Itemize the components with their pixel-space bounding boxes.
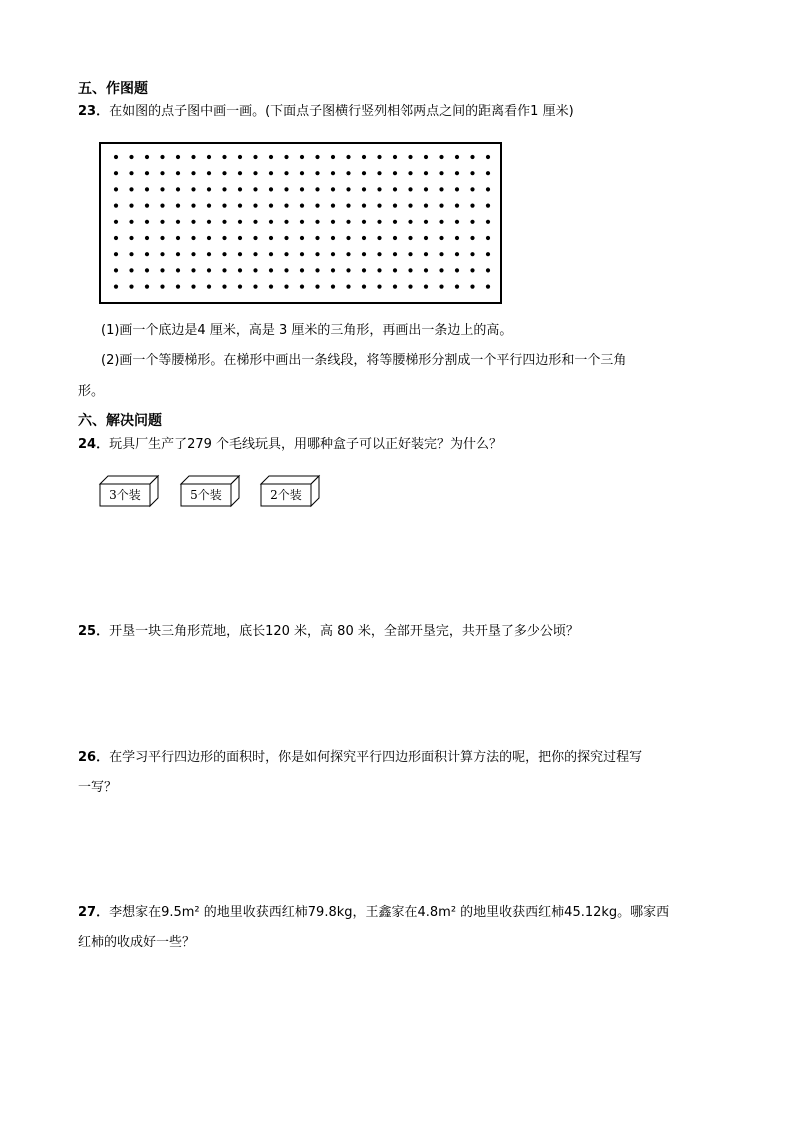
grid-dot <box>377 220 381 224</box>
grid-dot <box>439 268 443 272</box>
grid-dot <box>331 268 335 272</box>
grid-dot <box>331 236 335 240</box>
grid-dot <box>114 155 118 159</box>
grid-dot <box>160 268 164 272</box>
grid-dot <box>346 171 350 175</box>
grid-dot <box>238 285 242 289</box>
grid-dot <box>393 285 397 289</box>
box-options-figure <box>98 474 330 510</box>
grid-dot <box>315 171 319 175</box>
grid-dot <box>160 155 164 159</box>
grid-dot <box>470 268 474 272</box>
grid-dot <box>331 171 335 175</box>
grid-dot <box>160 285 164 289</box>
grid-dot <box>315 187 319 191</box>
question-23-part-2-line2: 形。 <box>78 384 105 399</box>
grid-dot <box>300 252 304 256</box>
dot-grid-figure <box>99 142 502 304</box>
grid-dot <box>439 171 443 175</box>
grid-dot <box>238 236 242 240</box>
grid-dot <box>207 236 211 240</box>
grid-dot <box>238 204 242 208</box>
grid-dot <box>269 171 273 175</box>
grid-dot <box>315 220 319 224</box>
grid-dot <box>424 187 428 191</box>
grid-dot <box>129 252 133 256</box>
grid-dot <box>346 285 350 289</box>
box-option <box>261 476 319 506</box>
grid-dot <box>284 171 288 175</box>
grid-dot <box>238 155 242 159</box>
grid-dot <box>145 155 149 159</box>
grid-dot <box>300 285 304 289</box>
grid-dot <box>160 204 164 208</box>
grid-dot <box>346 155 350 159</box>
grid-dot <box>253 285 257 289</box>
grid-dot <box>145 220 149 224</box>
question-number: 25． <box>78 624 110 639</box>
grid-dot <box>284 187 288 191</box>
grid-dot <box>470 252 474 256</box>
grid-dot <box>145 171 149 175</box>
grid-dot <box>284 220 288 224</box>
grid-dot <box>114 268 118 272</box>
grid-dot <box>253 220 257 224</box>
grid-dot <box>300 236 304 240</box>
box-option <box>181 476 239 506</box>
grid-dot <box>331 204 335 208</box>
grid-dot <box>315 252 319 256</box>
grid-dot <box>331 155 335 159</box>
grid-dot <box>129 155 133 159</box>
grid-dot <box>129 236 133 240</box>
grid-dot <box>315 155 319 159</box>
question-text: 开垦一块三角形荒地，底长120 米，高 80 米，全部开垦完，共开垦了多少公顷？ <box>109 624 579 639</box>
grid-dot <box>191 285 195 289</box>
question-27-line2: 红柿的收成好一些？ <box>78 935 196 950</box>
grid-dot <box>284 236 288 240</box>
grid-dot <box>362 171 366 175</box>
grid-dot <box>129 220 133 224</box>
grid-dot <box>424 171 428 175</box>
grid-dot <box>470 187 474 191</box>
grid-dot <box>408 220 412 224</box>
grid-dot <box>408 155 412 159</box>
grid-dot <box>408 285 412 289</box>
grid-dot <box>300 204 304 208</box>
grid-dot <box>362 220 366 224</box>
grid-dot <box>377 187 381 191</box>
grid-dot <box>439 236 443 240</box>
grid-dot <box>346 187 350 191</box>
grid-dot <box>269 268 273 272</box>
question-26-line1 <box>78 749 642 767</box>
grid-dot <box>207 155 211 159</box>
question-23-part-2-line1: (2)画一个等腰梯形。在梯形中画出一条线段，将等腰梯形分割成一个平行四边形和一个三角 <box>101 353 627 368</box>
grid-dot <box>455 236 459 240</box>
question-number: 26． <box>78 750 110 765</box>
question-text: 李想家在9.5m² 的地里收获西红柿79.8kg，王鑫家在4.8m² 的地里收获西红柿45.12kg。哪家西 <box>109 905 670 920</box>
grid-dot <box>253 236 257 240</box>
grid-dot <box>222 187 226 191</box>
grid-dot <box>486 268 490 272</box>
grid-dot <box>176 252 180 256</box>
grid-dot <box>238 187 242 191</box>
question-text: 玩具厂生产了279 个毛线玩具，用哪种盒子可以正好装完？为什么？ <box>109 437 503 452</box>
grid-dot <box>408 236 412 240</box>
grid-dot <box>253 268 257 272</box>
grid-dot <box>207 204 211 208</box>
grid-dot <box>346 236 350 240</box>
grid-dot <box>300 155 304 159</box>
grid-dot <box>486 155 490 159</box>
grid-dot <box>176 268 180 272</box>
grid-dot <box>114 171 118 175</box>
grid-dot <box>253 155 257 159</box>
question-26-line2: 一写？ <box>78 780 118 795</box>
grid-dot <box>191 171 195 175</box>
grid-dot <box>160 252 164 256</box>
grid-dot <box>284 204 288 208</box>
grid-dot <box>424 236 428 240</box>
question-number: 23． <box>78 104 110 119</box>
grid-dot <box>238 171 242 175</box>
section-heading-problems: 六、解决问题 <box>78 413 162 429</box>
box-label: 3个装 <box>109 488 141 502</box>
grid-dot <box>408 268 412 272</box>
grid-dot <box>238 252 242 256</box>
grid-dot <box>315 236 319 240</box>
grid-dot <box>114 236 118 240</box>
grid-dot <box>408 187 412 191</box>
grid-dot <box>424 220 428 224</box>
grid-dot <box>362 268 366 272</box>
grid-dot <box>439 155 443 159</box>
section-heading-drawing: 五、作图题 <box>78 81 148 97</box>
grid-dot <box>362 236 366 240</box>
question-text: 在学习平行四边形的面积时，你是如何探究平行四边形面积计算方法的呢，把你的探究过程写 <box>109 750 643 765</box>
grid-dot <box>393 204 397 208</box>
grid-dot <box>362 204 366 208</box>
grid-dot <box>253 204 257 208</box>
grid-dot <box>160 220 164 224</box>
question-23-part-1: (1)画一个底边是4 厘米，高是 3 厘米的三角形，再画出一条边上的高。 <box>101 323 513 338</box>
grid-dot <box>207 171 211 175</box>
grid-dot <box>114 220 118 224</box>
grid-dot <box>191 220 195 224</box>
grid-dot <box>346 252 350 256</box>
grid-dot <box>145 285 149 289</box>
grid-dot <box>439 252 443 256</box>
grid-dot <box>114 285 118 289</box>
grid-dot <box>222 252 226 256</box>
grid-dot <box>176 171 180 175</box>
grid-dot <box>145 236 149 240</box>
grid-dot <box>145 204 149 208</box>
grid-dot <box>269 220 273 224</box>
grid-dot <box>455 204 459 208</box>
grid-dot <box>346 220 350 224</box>
grid-dot <box>439 187 443 191</box>
question-25 <box>78 623 579 641</box>
grid-dot <box>176 187 180 191</box>
grid-dot <box>377 285 381 289</box>
question-number: 27． <box>78 905 110 920</box>
grid-dot <box>114 187 118 191</box>
grid-dot <box>331 252 335 256</box>
grid-dot <box>486 171 490 175</box>
grid-dot <box>253 252 257 256</box>
grid-dot <box>269 187 273 191</box>
grid-dot <box>222 268 226 272</box>
grid-dot <box>377 155 381 159</box>
grid-dot <box>486 236 490 240</box>
grid-dot <box>470 171 474 175</box>
grid-dot <box>222 171 226 175</box>
question-27-line1 <box>78 904 669 922</box>
grid-dot <box>145 187 149 191</box>
grid-dot <box>377 252 381 256</box>
grid-dot <box>377 268 381 272</box>
grid-dot <box>393 171 397 175</box>
grid-dot <box>300 187 304 191</box>
grid-dot <box>408 252 412 256</box>
grid-dot <box>470 220 474 224</box>
grid-dot <box>191 252 195 256</box>
grid-dot <box>176 155 180 159</box>
grid-dot <box>486 220 490 224</box>
box-option <box>100 476 158 506</box>
question-number: 24． <box>78 437 110 452</box>
grid-dot <box>191 155 195 159</box>
grid-dot <box>331 285 335 289</box>
grid-dot <box>207 252 211 256</box>
grid-dot <box>455 268 459 272</box>
grid-dot <box>424 268 428 272</box>
grid-dot <box>362 252 366 256</box>
grid-dot <box>439 285 443 289</box>
grid-dot <box>346 204 350 208</box>
grid-dot <box>222 236 226 240</box>
box-label: 5个装 <box>190 488 222 502</box>
grid-dot <box>393 155 397 159</box>
grid-dot <box>114 252 118 256</box>
grid-dot <box>377 171 381 175</box>
grid-dot <box>284 252 288 256</box>
grid-dot <box>238 268 242 272</box>
grid-dot <box>176 220 180 224</box>
grid-dot <box>222 285 226 289</box>
grid-dot <box>269 285 273 289</box>
grid-dot <box>331 187 335 191</box>
grid-dot <box>222 155 226 159</box>
grid-dot <box>222 220 226 224</box>
grid-dot <box>160 236 164 240</box>
grid-dot <box>408 171 412 175</box>
grid-dot <box>253 187 257 191</box>
grid-dot <box>207 285 211 289</box>
question-23 <box>78 103 574 121</box>
grid-dot <box>207 220 211 224</box>
grid-dot <box>129 187 133 191</box>
grid-dot <box>300 268 304 272</box>
grid-dot <box>315 268 319 272</box>
grid-dot <box>424 252 428 256</box>
grid-dot <box>393 268 397 272</box>
grid-dot <box>486 285 490 289</box>
grid-dot <box>470 236 474 240</box>
grid-dot <box>393 252 397 256</box>
grid-dot <box>269 236 273 240</box>
grid-dot <box>129 204 133 208</box>
grid-dot <box>315 204 319 208</box>
grid-dot <box>300 220 304 224</box>
grid-dot <box>269 204 273 208</box>
grid-dot <box>439 204 443 208</box>
grid-dot <box>238 220 242 224</box>
grid-dot <box>486 187 490 191</box>
grid-dot <box>424 155 428 159</box>
box-label: 2个装 <box>270 488 302 502</box>
grid-dot <box>191 236 195 240</box>
grid-dot <box>207 187 211 191</box>
grid-dot <box>129 268 133 272</box>
grid-dot <box>331 220 335 224</box>
grid-dot <box>284 268 288 272</box>
grid-dot <box>424 285 428 289</box>
grid-dot <box>393 236 397 240</box>
grid-dot <box>393 187 397 191</box>
grid-dot <box>424 204 428 208</box>
grid-dot <box>269 155 273 159</box>
grid-dot <box>470 204 474 208</box>
grid-dot <box>284 285 288 289</box>
grid-dot <box>362 285 366 289</box>
question-24 <box>78 436 502 454</box>
grid-dot <box>191 187 195 191</box>
grid-dot <box>129 171 133 175</box>
grid-dot <box>470 285 474 289</box>
grid-dot <box>145 252 149 256</box>
grid-dot <box>269 252 273 256</box>
grid-dot <box>362 155 366 159</box>
grid-dot <box>207 268 211 272</box>
grid-dot <box>346 268 350 272</box>
grid-dot <box>160 187 164 191</box>
grid-dot <box>377 204 381 208</box>
grid-dot <box>455 187 459 191</box>
grid-dot <box>253 171 257 175</box>
question-text: 在如图的点子图中画一画。(下面点子图横行竖列相邻两点之间的距离看作1 厘米) <box>109 104 574 119</box>
grid-dot <box>145 268 149 272</box>
grid-dot <box>470 155 474 159</box>
grid-dot <box>300 171 304 175</box>
grid-dot <box>284 155 288 159</box>
grid-dot <box>455 171 459 175</box>
grid-dot <box>439 220 443 224</box>
grid-dot <box>315 285 319 289</box>
grid-dot <box>176 285 180 289</box>
grid-dot <box>191 204 195 208</box>
grid-dot <box>129 285 133 289</box>
grid-dot <box>486 252 490 256</box>
grid-dot <box>455 285 459 289</box>
grid-dot <box>393 220 397 224</box>
dot-grid-dots <box>114 155 490 289</box>
grid-dot <box>455 220 459 224</box>
grid-dot <box>408 204 412 208</box>
grid-dot <box>362 187 366 191</box>
grid-dot <box>222 204 226 208</box>
grid-dot <box>176 236 180 240</box>
grid-dot <box>114 204 118 208</box>
grid-dot <box>455 155 459 159</box>
grid-dot <box>176 204 180 208</box>
grid-dot <box>160 171 164 175</box>
grid-dot <box>455 252 459 256</box>
grid-dot <box>486 204 490 208</box>
grid-dot <box>191 268 195 272</box>
grid-dot <box>377 236 381 240</box>
